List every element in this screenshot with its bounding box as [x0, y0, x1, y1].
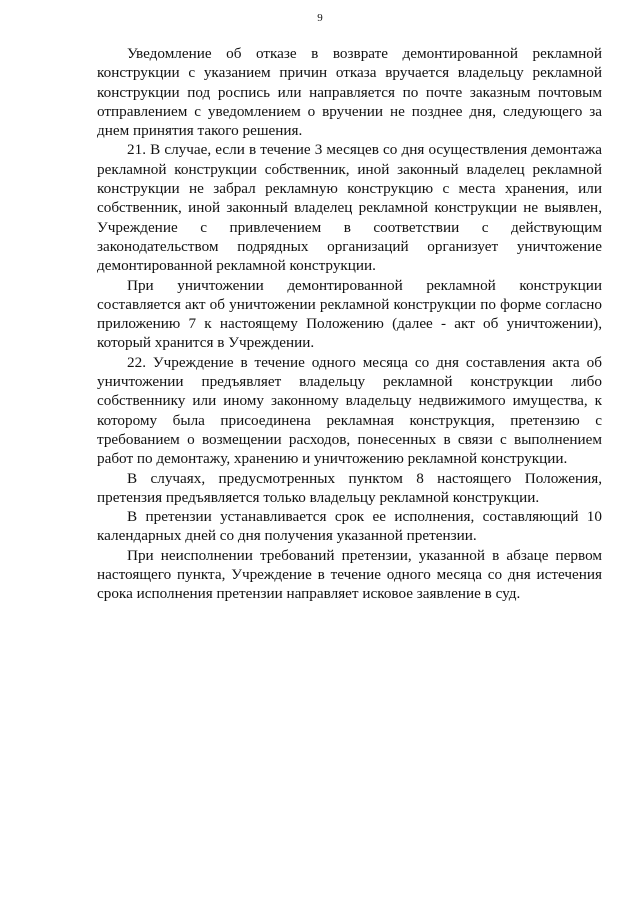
paragraph-destruction-act: При уничтожении демонтированной рекламной конструкции составляется акт об уничтожении рекламной конструкции по форме согласно приложению 7 к настоящему Положению (далее - акт об уничтожении), который хранится в Учреждении. — [97, 276, 602, 352]
paragraph-claim-deadline: В претензии устанавливается срок ее исполнения, составляющий 10 календарных дней со дня получения указанной претензии. — [97, 508, 602, 545]
paragraph-item-22: 22. Учреждение в течение одного месяца со дня составления акта об уничтожении предъявляет владельцу рекламной конструкции либо собственнику или иному законному владельцу недвижимого имущества, к которому была присоединена рекламная конструкция, претензию с требованием о возмещении расходов, понесенных в связи с выполнением работ по демонтажу, хранению и уничтожению рекламной конструкции. — [97, 353, 602, 468]
paragraph-item-21: 21. В случае, если в течение 3 месяцев со дня осуществления демонтажа рекламной конструкции собственник, иной законный владелец рекламной конструкции не забрал рекламную конструкцию с места хранения, или собственник, иной законный владелец рекламной конструкции не выявлен, Учреждение с привлечением в соответствии с действующим законодательством подрядных организаций организует уничтожение демонтированной рекламной конструкции. — [97, 141, 602, 275]
document-body — [97, 44, 602, 604]
paragraph-refusal-notice: Уведомление об отказе в возврате демонтированной рекламной конструкции с указанием причин отказа вручается владельцу рекламной конструкции под роспись или направляется по почте заказным почтовым отправлением с уведомлением о вручении не позднее дня, следующего за днем принятия такого решения. — [97, 45, 602, 140]
paragraph-cases-item-8: В случаях, предусмотренных пунктом 8 настоящего Положения, претензия предъявляется только владельцу рекламной конструкции. — [97, 469, 602, 506]
paragraph-lawsuit: При неисполнении требований претензии, указанной в абзаце первом настоящего пункта, Учреждение в течение одного месяца со дня истечения срока исполнения претензии направляет исковое заявление в суд. — [97, 546, 602, 603]
page-number: 9 — [317, 12, 323, 24]
